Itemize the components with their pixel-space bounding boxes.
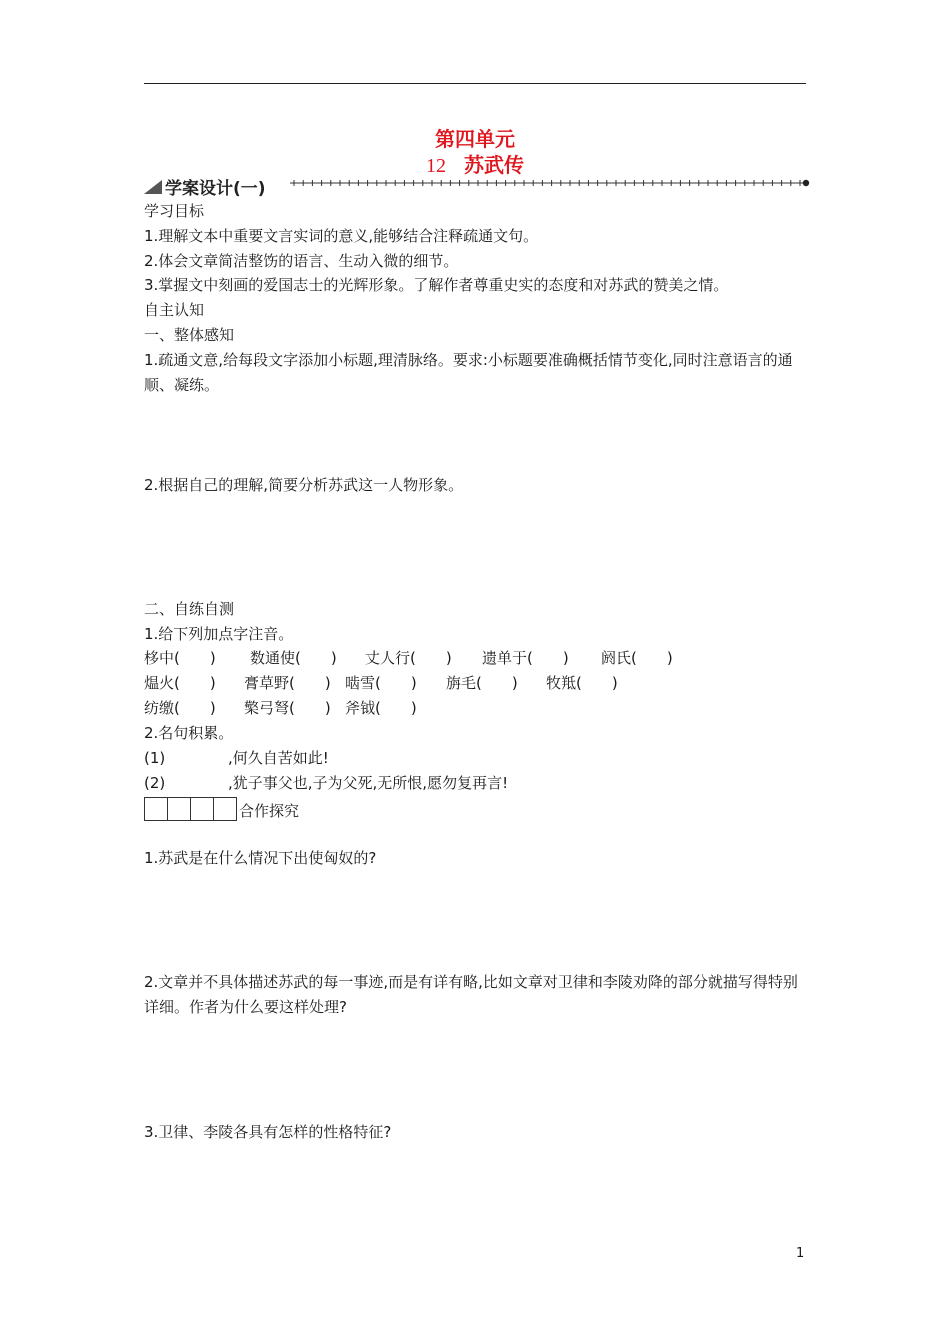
goal-item: 3.掌握文中刻画的爱国志士的光辉形象。了解作者尊重史实的态度和对苏武的赞美之情。 (144, 276, 729, 294)
question: 1.疏通文意,给每段文字添加小标题,理清脉络。要求:小标题要准确概括情节变化,同时注意语言的通顺、凝练。 (144, 351, 793, 394)
question: 2.文章并不具体描述苏武的每一事迹,而是有详有略,比如文章对卫律和李陵劝降的部分就描写得特别详细。作者为什么要这样处理? (144, 973, 798, 1016)
blank-number: (2) (144, 774, 166, 792)
pinyin-item: 栘中( ) (144, 649, 216, 667)
heading-box (190, 797, 214, 821)
blank-text: ,何久自苦如此! (228, 749, 329, 767)
pinyin-item: 阏氏( ) (601, 649, 673, 667)
part2-heading: 二、自练自测 (144, 600, 235, 618)
goals-heading: 学习目标 (144, 202, 205, 220)
part1-heading: 一、整体感知 (144, 326, 235, 344)
dotted-arrow-line-icon (290, 174, 812, 194)
heading-box (167, 797, 191, 821)
question: 3.卫律、李陵各具有怎样的性格特征? (144, 1123, 392, 1141)
section-banner (144, 174, 812, 199)
page-number: 1 (796, 1246, 805, 1261)
pinyin-item: 煴火( ) (144, 674, 216, 692)
lesson-name: 苏武传 (464, 153, 524, 177)
unit-title: 第四单元 (435, 127, 515, 151)
pinyin-item: 纺缴( ) (144, 699, 216, 717)
lesson-number: 12 (426, 155, 446, 177)
pinyin-row (144, 646, 804, 671)
fill-blank-line (144, 771, 644, 796)
banner-triangle-icon (144, 180, 162, 194)
pinyin-item: 丈人行( ) (365, 649, 452, 667)
pinyin-item: 斧钺( ) (345, 699, 417, 717)
goal-item: 2.体会文章简洁整饬的语言、生动入微的细节。 (144, 252, 459, 270)
section-banner-text: 学案设计(一) (165, 179, 266, 199)
goal-item: 1.理解文本中重要文言实词的意义,能够结合注释疏通文句。 (144, 227, 539, 245)
pinyin-item: 旃毛( ) (446, 674, 518, 692)
blank-text: ,犹子事父也,子为父死,无所恨,愿勿复再言! (228, 774, 509, 792)
question: 1.给下列加点字注音。 (144, 625, 294, 643)
question: 2.根据自己的理解,简要分析苏武这一人物形象。 (144, 476, 464, 494)
pinyin-row (144, 696, 804, 721)
heading-box (144, 797, 168, 821)
pinyin-item: 檠弓弩( ) (244, 699, 331, 717)
blank-number: (1) (144, 749, 166, 767)
pinyin-item: 数通使( ) (250, 649, 337, 667)
header-rule (144, 83, 806, 84)
cooperative-heading-text: 合作探究 (239, 802, 300, 820)
question: 2.名句积累。 (144, 724, 234, 742)
pinyin-item: 牧羝( ) (546, 674, 618, 692)
question: 1.苏武是在什么情况下出使匈奴的? (144, 849, 377, 867)
pinyin-item: 遗单于( ) (482, 649, 569, 667)
cooperative-heading (144, 797, 299, 821)
pinyin-row (144, 671, 804, 696)
pinyin-item: 啮雪( ) (345, 674, 417, 692)
pinyin-item: 膏草野( ) (244, 674, 331, 692)
fill-blank-line (144, 746, 644, 771)
heading-box (213, 797, 237, 821)
self-study-heading: 自主认知 (144, 301, 205, 319)
